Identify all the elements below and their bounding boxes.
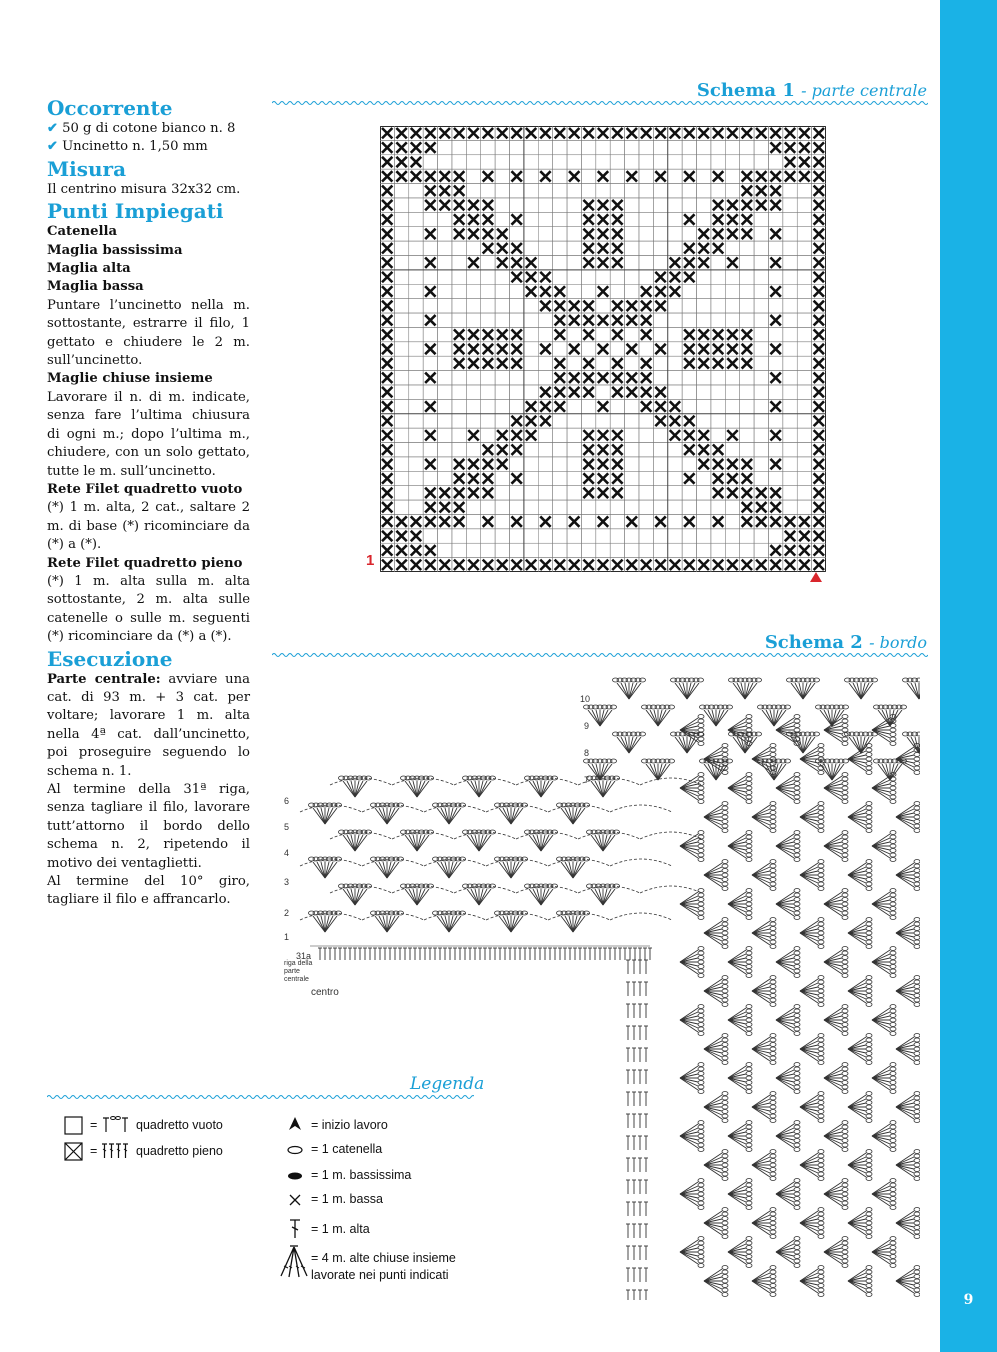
row-label-9: 9 [584, 721, 590, 731]
schema2-title: Schema 2 - bordo [764, 632, 927, 653]
side-fan-motif [800, 1266, 824, 1297]
side-fan-motif [896, 1266, 920, 1297]
legend-eq: = [90, 1118, 98, 1132]
side-fan-motif [728, 1063, 752, 1094]
side-fan-motif [752, 918, 776, 949]
side-fan-motif [776, 1179, 800, 1210]
side-fan-motif [872, 1063, 896, 1094]
row-label-4: 4 [284, 848, 290, 858]
side-fan-motif [704, 860, 728, 891]
side-fan-motif [680, 1179, 704, 1210]
side-fan-motif [896, 976, 920, 1007]
side-fan-motif [824, 715, 848, 746]
side-fan-motif [680, 1063, 704, 1094]
fan-motif [758, 705, 791, 726]
side-fan-motif [680, 889, 704, 920]
side-fan-motif [800, 1208, 824, 1239]
side-fan-motif [752, 976, 776, 1007]
side-fan-motif [752, 1034, 776, 1065]
schema2-wave-divider [272, 652, 928, 658]
schema1-title: Schema 1 - parte centrale [696, 80, 927, 101]
side-fan-motif [800, 860, 824, 891]
side-fan-motif [824, 1005, 848, 1036]
side-fan-motif [776, 1005, 800, 1036]
side-fan-motif [704, 1150, 728, 1181]
instructions-column [47, 96, 250, 910]
side-fan-motif [776, 773, 800, 804]
fan-motif [729, 678, 762, 699]
side-fan-motif [728, 831, 752, 862]
row-label-1: 1 [284, 932, 290, 942]
filled-square-icon [64, 1142, 84, 1162]
side-fan-motif [896, 860, 920, 891]
side-fan-motif [872, 947, 896, 978]
maglia-bassa-text: Puntare l’uncinetto nella m. sottostante, estrarre il filo, 1 gettato e chiudere le 2 m. sull’uncinetto. [47, 297, 250, 369]
filled-square-stitch-icon [100, 1140, 128, 1160]
fan-motif [309, 857, 342, 878]
fan-motif [874, 759, 907, 780]
side-fan-motif [824, 947, 848, 978]
side-fan-motif [824, 831, 848, 862]
fan-motif [309, 911, 342, 932]
side-fan-motif [848, 802, 872, 833]
base-row-stitches [310, 946, 652, 960]
side-fan-motif [680, 947, 704, 978]
side-fan-motif [848, 1266, 872, 1297]
row-label-5: 5 [284, 822, 290, 832]
fan-motif [845, 678, 878, 699]
side-fan-motif [704, 1266, 728, 1297]
side-fan-motif [752, 802, 776, 833]
fan-motif [401, 884, 434, 905]
side-fan-motif [824, 1179, 848, 1210]
side-fan-motif [704, 1092, 728, 1123]
legend-bassissima-label: = 1 m. bassissima [311, 1168, 412, 1182]
side-fan-motif [848, 918, 872, 949]
side-fan-motif [848, 1208, 872, 1239]
esecuzione-p2: Al termine della 31ª riga, senza tagliare il filo, lavorare tutt’attorno il bordo dello schema n. 2, ripetendo il motivo dei ventaglietti. [47, 782, 250, 871]
row-label-2: 2 [284, 908, 290, 918]
pieno-text: (*) 1 m. alta sulla m. alta sottostante, 2 m. alta sulle catenelle o sulle m. seguenti (*) ricominciare da (*) a (*). [47, 573, 250, 645]
legend-eq: = [90, 1144, 98, 1158]
side-fan-motif [728, 889, 752, 920]
fan-motif [339, 884, 372, 905]
fan-motif [903, 732, 921, 753]
row-label-8: 8 [584, 748, 590, 758]
fan-motif [787, 732, 820, 753]
stitch-chiuse-title: Maglie chiuse insieme [47, 371, 213, 387]
legenda-wave-divider [47, 1094, 474, 1100]
side-fan-motif [776, 889, 800, 920]
fan-motif [525, 830, 558, 851]
side-fan-motif [824, 773, 848, 804]
row-label-6: 6 [284, 796, 290, 806]
side-fan-motif [896, 918, 920, 949]
fan-motif [371, 857, 404, 878]
check-icon: ✔ [47, 139, 59, 155]
fan-motif [339, 776, 372, 797]
fan-motif [433, 911, 466, 932]
row-label-10: 10 [580, 694, 591, 704]
fan-motif [613, 732, 646, 753]
side-fan-motif [800, 802, 824, 833]
side-fan-motif [728, 947, 752, 978]
fan-motif [463, 776, 496, 797]
side-fan-motif [872, 1179, 896, 1210]
legend-bassa-label: = 1 m. bassa [311, 1192, 383, 1206]
side-fan-motif [872, 889, 896, 920]
fan-motif [587, 884, 620, 905]
legend-pieno-label: quadretto pieno [136, 1144, 223, 1158]
side-column-stitches [626, 960, 648, 1300]
esecuzione-p1: Parte centrale: avviare una cat. di 93 m. + 3 cat. per voltare; lavorare 1 m. alta nella 4ª cat. dall’uncinetto, poi proseguire seguendo lo schema n. 1. [47, 671, 250, 779]
centro-label: centro [311, 987, 339, 998]
fan-motif [587, 830, 620, 851]
fan-motif [339, 830, 372, 851]
side-fan-motif [872, 715, 896, 746]
side-fan-motif [680, 831, 704, 862]
schema1-wave-divider [272, 100, 928, 106]
row31-note: riga della parte centrale [284, 960, 313, 983]
side-fan-motif [896, 1150, 920, 1181]
side-fan-motif [776, 1237, 800, 1268]
side-fan-motif [680, 1005, 704, 1036]
side-fan-motif [776, 1121, 800, 1152]
misura-text: Il centrino misura 32x32 cm. [47, 181, 241, 197]
fan-motif [700, 705, 733, 726]
stitch-maglia-alta: Maglia alta [47, 261, 131, 277]
side-fan-motif [776, 1063, 800, 1094]
fan-motif [525, 776, 558, 797]
fan-motif [613, 678, 646, 699]
side-fan-motif [848, 1034, 872, 1065]
side-fan-motif [800, 918, 824, 949]
row31-label: 31a [296, 951, 312, 961]
row-label-3: 3 [284, 877, 290, 887]
stitch-catenella: Catenella [47, 224, 118, 240]
side-fan-motif [680, 1121, 704, 1152]
fan-motif [495, 857, 528, 878]
fan-motif [557, 857, 590, 878]
chiuse-text: Lavorare il n. di m. indicate, senza fare l’ultima chiusura di ogni m.; dopo l’ultima m., chiudere, con un solo gettato, tutte le m. sull’uncinetto. [47, 389, 250, 479]
side-fan-motif [728, 1121, 752, 1152]
fan-motif [525, 884, 558, 905]
fan-motif [671, 678, 704, 699]
side-fan-motif [728, 1237, 752, 1268]
side-fan-motif [848, 1150, 872, 1181]
side-fan-motif [728, 1005, 752, 1036]
fan-motif [463, 830, 496, 851]
occorrente-item: ✔ 50 g di cotone bianco n. 8 [47, 121, 236, 136]
fan-motif [463, 884, 496, 905]
fan-motif [495, 911, 528, 932]
legend-chiuse-label-2: lavorate nei punti indicati [311, 1268, 449, 1282]
check-icon: ✔ [47, 121, 59, 136]
double-crochet-icon [288, 1218, 302, 1240]
legend-catenella-label: = 1 catenella [311, 1142, 383, 1156]
side-fan-motif [848, 1092, 872, 1123]
fan-motif [903, 678, 921, 699]
esecuzione-p3: Al termine del 10° giro, tagliare il filo e affrancarlo. [47, 874, 250, 908]
side-fan-motif [824, 1237, 848, 1268]
side-fan-motif [848, 976, 872, 1007]
stitch-vuoto-title: Rete Filet quadretto vuoto [47, 481, 243, 497]
side-fan-motif [824, 1063, 848, 1094]
page-sidebar-band [940, 0, 997, 1352]
page-number: 9 [963, 1292, 974, 1308]
legend-inizio-label: = inizio lavoro [311, 1118, 388, 1132]
fan-motif [371, 911, 404, 932]
side-fan-motif [704, 1208, 728, 1239]
occorrente-item: ✔ Uncinetto n. 1,50 mm [47, 139, 208, 155]
side-fan-motif [728, 1179, 752, 1210]
side-fan-motif [800, 1150, 824, 1181]
fan-motif [845, 732, 878, 753]
fan-motif [729, 732, 762, 753]
legenda-title: Legenda [410, 1074, 485, 1094]
side-fan-motif [752, 1208, 776, 1239]
schema1-row-label: 1 [366, 552, 375, 569]
fan-motif [642, 705, 675, 726]
vuoto-text: (*) 1 m. alta, 2 cat., saltare 2 m. di base (*) ricominciare da (*) a (*). [47, 500, 250, 553]
side-fan-motif [704, 802, 728, 833]
side-fan-motif [896, 1034, 920, 1065]
side-fan-motif [752, 1266, 776, 1297]
side-fan-motif [896, 802, 920, 833]
esecuzione-heading: Esecuzione [47, 646, 173, 671]
occorrente-heading: Occorrente [47, 96, 173, 120]
side-fan-motif [800, 976, 824, 1007]
side-fan-motif [704, 1034, 728, 1065]
fan-motif [309, 803, 342, 824]
stitch-maglia-bassissima: Maglia bassissima [47, 242, 183, 258]
side-fan-motif [896, 1208, 920, 1239]
row-label-7: 7 [584, 775, 590, 785]
fan-motif [433, 803, 466, 824]
side-fan-motif [728, 773, 752, 804]
side-fan-motif [752, 1092, 776, 1123]
single-crochet-icon [288, 1193, 302, 1207]
side-fan-motif [872, 1237, 896, 1268]
side-fan-motif [800, 1092, 824, 1123]
fan-motif [642, 759, 675, 780]
fan-motif [557, 911, 590, 932]
empty-square-icon [64, 1116, 84, 1136]
side-fan-motif [800, 1034, 824, 1065]
slip-stitch-icon [286, 1170, 304, 1182]
schema1-filet-grid [380, 126, 826, 572]
side-fan-motif [704, 976, 728, 1007]
start-marker-icon [810, 572, 822, 582]
side-fan-motif [776, 947, 800, 978]
fan-motif [874, 705, 907, 726]
fan-motif [401, 830, 434, 851]
punti-heading: Punti Impiegati [47, 199, 224, 224]
side-fan-motif [872, 1005, 896, 1036]
chain-stitch-icon [286, 1144, 304, 1156]
fan-motif [495, 803, 528, 824]
fan-motif [758, 759, 791, 780]
side-fan-motif [752, 860, 776, 891]
side-fan-motif [824, 889, 848, 920]
chain-arcs [300, 778, 702, 920]
fan-motif [557, 803, 590, 824]
fan-motif [787, 678, 820, 699]
side-fan-motif [776, 831, 800, 862]
side-fan-motif [896, 1092, 920, 1123]
cluster-stitch-icon [278, 1244, 310, 1280]
stitch-maglia-bassa: Maglia bassa [47, 279, 144, 295]
start-work-icon [288, 1116, 302, 1132]
fan-motif [433, 857, 466, 878]
side-fan-motif [704, 918, 728, 949]
empty-square-stitch-icon [100, 1114, 128, 1134]
side-fan-motif [680, 773, 704, 804]
side-fan-motif [824, 1121, 848, 1152]
side-fan-motif [848, 860, 872, 891]
misura-heading: Misura [47, 156, 127, 181]
legend-alta-label: = 1 m. alta [311, 1222, 370, 1236]
legend-chiuse-label-1: = 4 m. alte chiuse insieme [311, 1251, 456, 1265]
side-fan-motif [680, 1237, 704, 1268]
fan-motif [371, 803, 404, 824]
fan-motif [587, 776, 620, 797]
side-fan-motif [872, 1121, 896, 1152]
side-fan-motif [872, 831, 896, 862]
stitch-pieno-title: Rete Filet quadretto pieno [47, 555, 243, 571]
fan-motif [401, 776, 434, 797]
legend-vuoto-label: quadretto vuoto [136, 1118, 223, 1132]
side-fan-motif [752, 1150, 776, 1181]
